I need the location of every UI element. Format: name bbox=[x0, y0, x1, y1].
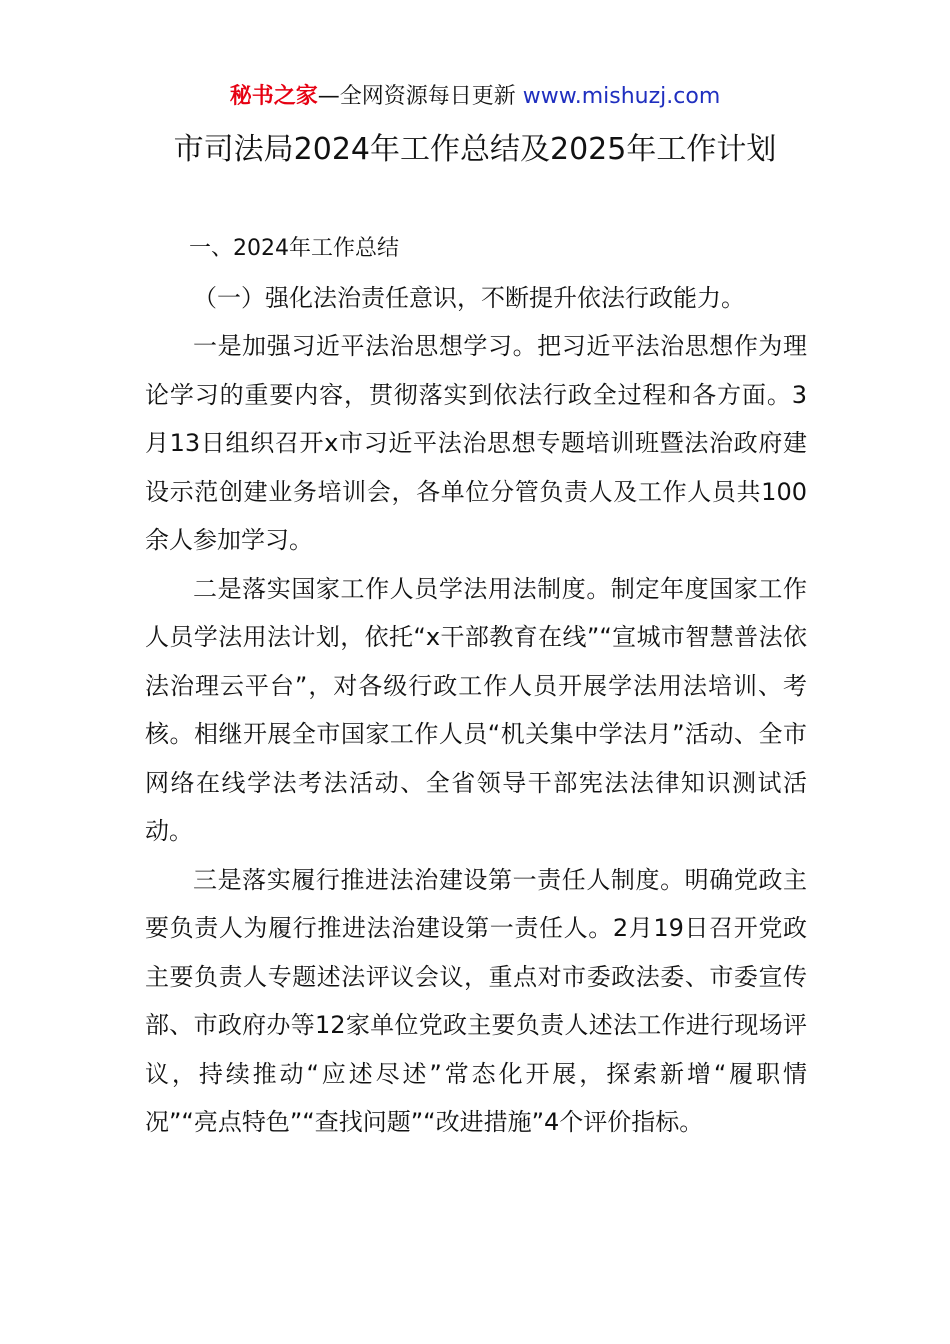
section-heading: 一、2024年工作总结 bbox=[189, 236, 399, 261]
site-header bbox=[0, 80, 950, 114]
document-title: 市司法局2024年工作总结及2025年工作计划 bbox=[173, 132, 777, 167]
site-url[interactable]: www.mishuzj.com bbox=[522, 84, 721, 109]
body-paragraph: 二是落实国家工作人员学法用法制度。制定年度国家工作人员学法用法计划，依托“x干部教育在线”“宣城市智慧普法依法治理云平台”，对各级行政工作人员开展学法用法培训、考核。相继开展全市国家工作人员“机关集中学法月”活动、全市网络在线学法考法活动、全省领导干部宪法法律知识测试活动。 bbox=[145, 574, 807, 845]
document-body bbox=[145, 225, 807, 1147]
site-tagline: —全网资源每日更新 bbox=[317, 84, 516, 109]
subsection-heading: （一）强化法治责任意识，不断提升依法行政能力。 bbox=[193, 283, 745, 312]
body-paragraph: 一是加强习近平法治思想学习。把习近平法治思想作为理论学习的重要内容，贯彻落实到依法行政全过程和各方面。3月13日组织召开x市习近平法治思想专题培训班暨法治政府建设示范创建业务培训会，各单位分管负责人及工作人员共100余人参加学习。 bbox=[145, 332, 807, 554]
site-brand: 秘书之家 bbox=[229, 84, 318, 109]
body-paragraph: 三是落实履行推进法治建设第一责任人制度。明确党政主要负责人为履行推进法治建设第一责任人。2月19日召开党政主要负责人专题述法评议会议，重点对市委政法委、市委宣传部、市政府办等12家单位党政主要负责人述法工作进行现场评议，持续推动“应述尽述”常态化开展，探索新增“履职情况”“亮点特色”“查找问题”“改进措施”4个评价指标。 bbox=[145, 865, 807, 1136]
